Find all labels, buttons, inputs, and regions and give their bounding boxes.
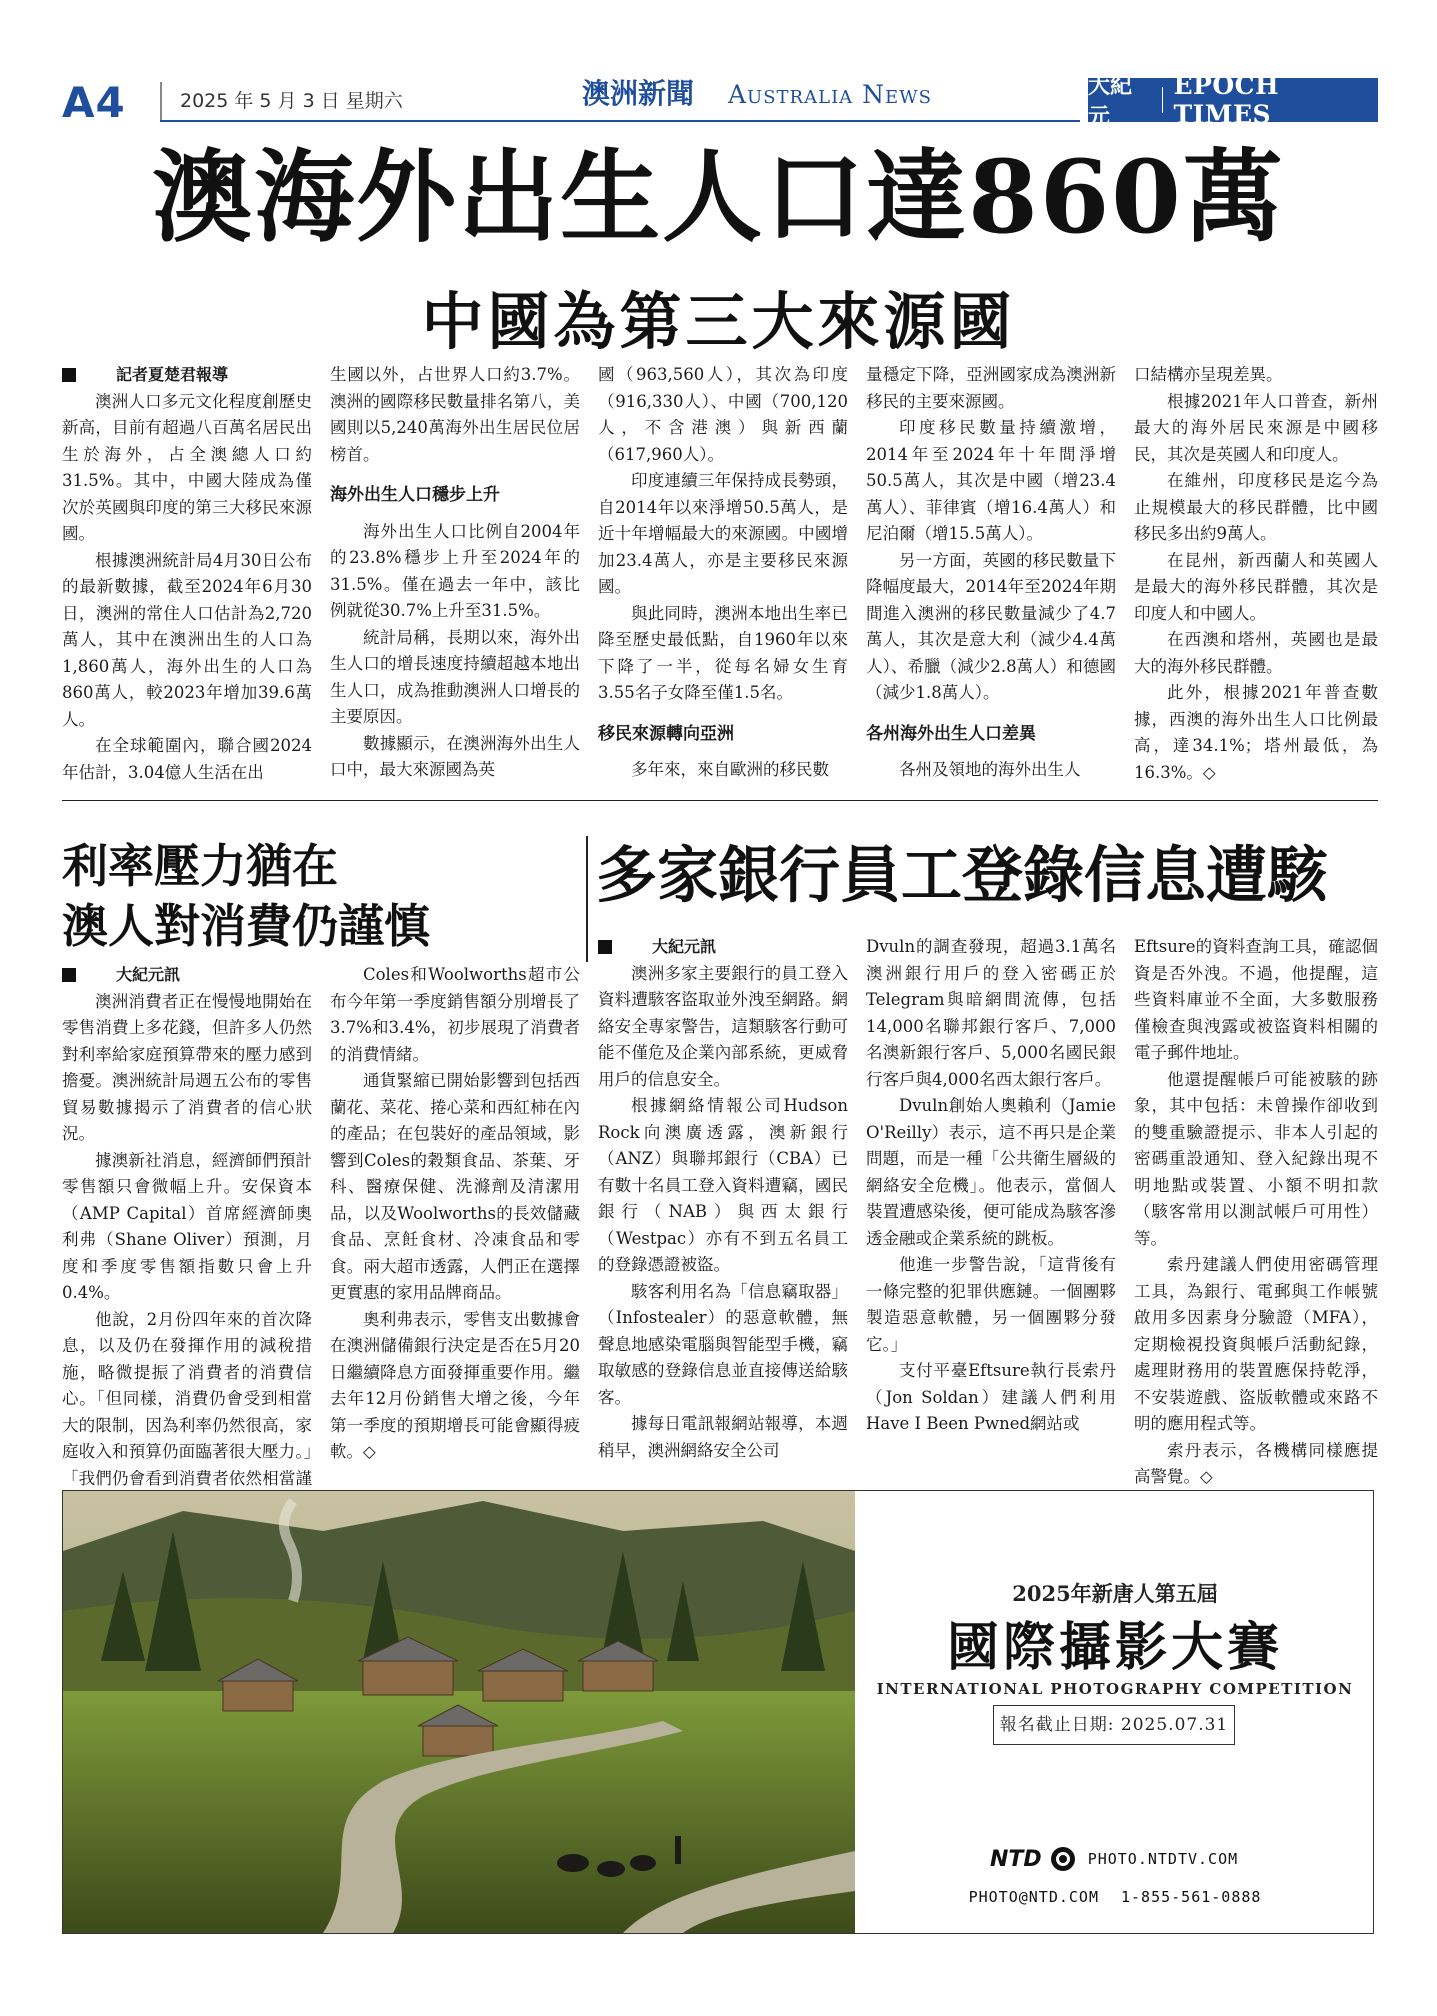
article-divider [586,836,588,962]
article1-column-2 [330,362,580,780]
article2-paragraph: 他說，2月份四年來的首次降息，以及仍在發揮作用的減稅措施，略微提振了消費者的消費信心。「但同樣，消費仍會受到相當大的限制，因為利率仍然很高，家庭收入和預算仍面臨著很大壓力。」「我們仍會看到消費者依然相當謹 [62,1309,312,1488]
article3-column-1 [598,934,848,1477]
brand-logo-cn: 大紀元 [1088,74,1133,130]
article3-paragraph: 澳洲多家主要銀行的員工登入資料遭駭客盜取並外洩至網路。網絡安全專家警告，這類駭客行動可能不僅危及企業內部系統，更威脅用戶的信息安全。 [598,963,848,1089]
byline-square-icon [62,368,76,382]
article2-column-1 [62,962,312,1488]
article2-byline: 大紀元訊 [62,962,312,989]
ad-contact [860,1888,1370,1906]
brand-logo-en: EPOCH TIMES [1173,71,1280,129]
brand-logo [1088,71,1378,130]
article1-paragraph: 口結構亦呈現差異。 [1134,365,1283,384]
masthead-divider [160,82,162,120]
article3-paragraph: 支付平臺Eftsure執行長索丹（Jon Soldan）建議人們利用Have I Been Pwned網站或 [866,1361,1116,1433]
article3-paragraph: 他還提醒帳戶可能被駭的跡象，其中包括：未曾操作卻收到的雙重驗證提示、非本人引起的密碼重設通知、登入紀錄出現不明地點或裝置、小額不明扣款（駭客常用以測試帳戶可用性）等。 [1134,1069,1378,1248]
article1-paragraph: 在全球範圍內，聯合國2024年估計，3.04億人生活在出 [62,736,312,782]
article1-paragraph: 在昆州，新西蘭人和英國人是最大的海外移民群體，其次是印度人和中國人。 [1134,550,1378,623]
article1-headline: 澳海外出生人口達860萬 [152,138,1285,256]
article1-column-3 [598,362,848,780]
article2-headline-line2: 澳人對消費仍謹慎 [62,899,430,953]
ntd-logo-row[interactable] [990,1846,1238,1872]
section-name: 澳洲新聞 [582,77,695,110]
article1-paragraph: 生國以外，占世界人口約3.7%。澳洲的國際移民數量排名第八，美國則以5,240萬海外出生居民位居榜首。 [330,365,580,464]
article1-paragraph: 根據2021年人口普查，新州最大的海外居民來源是中國移民，其次是英國人和印度人。 [1134,391,1378,464]
article2-paragraph: 奧利弗表示，零售支出數據會在澳洲儲備銀行決定是否在5月20日繼續降息方面發揮重要作用。繼去年12月份銷售大增之後，今年第一季度的預期增長可能會顯得疲軟。◇ [330,1309,580,1461]
article1-paragraph: 根據澳洲統計局4月30日公布的最新數據，截至2024年6月30日，澳洲的常住人口估計為2,720萬人，其中在澳洲出生的人口為1,860萬人，海外出生的人口為860萬人，較2023年增加39.6萬人。 [62,550,312,729]
ntd-logo-icon [1050,1846,1076,1872]
ad-website-link[interactable]: PHOTO.NTDTV.COM [1087,1850,1239,1868]
section-divider [62,800,1378,801]
article1-paragraph: 另一方面，英國的移民數量下降幅度最大，2014年至2024年期間進入澳洲的移民數量減少了4.7萬人，其次是意大利（減少4.4萬人）、希臘（減少2.8萬人）和德國（減少1.8萬人）。 [866,550,1116,702]
article1-subhead: 海外出生人口穩步上升 [330,485,500,505]
article1-column-1 [62,362,312,780]
article3-paragraph: Dvuln的調查發現，超過3.1萬名澳洲銀行用戶的登入密碼正於Telegram與暗網間流傳，包括14,000名聯邦銀行客戶、7,000名澳新銀行客戶、5,000名國民銀行客戶與4,000名西太銀行客戶。 [866,937,1116,1089]
article2-paragraph: 澳洲消費者正在慢慢地開始在零售消費上多花錢，但許多人仍然對利率給家庭預算帶來的壓力感到擔憂。澳洲統計局週五公布的零售貿易數據揭示了消費者的信心狀況。 [62,991,312,1143]
article3-paragraph: 據每日電訊報網站報導，本週稍早，澳洲網絡安全公司 [598,1414,848,1460]
article1-paragraph: 多年來，來自歐洲的移民數 [631,760,829,779]
article2-paragraph: Coles和Woolworths超市公布今年第一季度銷售額分別增長了3.7%和3.4%，初步展現了消費者的消費情緒。 [330,965,580,1064]
ad-deadline: 報名截止日期: 2025.07.31 [993,1705,1235,1745]
article1-paragraph: 印度連續三年保持成長勢頭，自2014年以來淨增50.5萬人，是近十年增幅最大的來源國。中國增加23.4萬人，亦是主要移民來源國。 [598,471,848,596]
article3-paragraph: 索丹表示，各機構同樣應提高警覺。◇ [1134,1440,1378,1486]
article1-subhead: 移民來源轉向亞洲 [598,723,734,744]
article1-paragraph: 各州及領地的海外出生人 [899,760,1081,779]
article3-paragraph: 索丹建議人們使用密碼管理工具，為銀行、電郵與工作帳號啟用多因素身分驗證（MFA），定期檢視投資與帳戶活動紀錄，處理財務用的裝置應保持乾淨，不安裝遊戲、盜版軟體或來路不明的應用程式等。 [1134,1255,1378,1433]
ad-title-en: INTERNATIONAL PHOTOGRAPHY COMPETITION [876,1680,1354,1698]
landscape-photo [63,1491,855,1933]
brand-logo-separator [1162,87,1164,113]
landscape-photo-illustration [63,1491,855,1933]
article3-headline: 多家銀行員工登錄信息遭駭 [596,840,1329,911]
article3-paragraph: 根據網絡情報公司Hudson Rock向澳廣透露，澳新銀行（ANZ）與聯邦銀行（CBA）已有數十名員工登入資料遭竊，國民銀行（NAB）與西太銀行（Westpac）亦有不到五名員工的登錄憑證被盜。 [598,1096,848,1274]
article2-column-2 [330,962,580,1477]
article1-paragraph: 此外，根據2021年普查數據，西澳的海外出生人口比例最高，達34.1%；塔州最低，為16.3%。◇ [1134,683,1378,782]
ad-email-link[interactable]: PHOTO@NTD.COM [968,1888,1099,1906]
article3-column-2 [866,934,1116,1477]
article3-byline: 大紀元訊 [598,934,848,961]
article1-paragraph: 與此同時，澳洲本地出生率已降至歷史最低點，自1960年以來下降了一半，從每名婦女生育3.55名子女降至僅1.5名。 [598,603,848,702]
article2-paragraph: 據澳新社消息，經濟師們預計零售額只會微幅上升。安保資本（AMP Capital）首席經濟師奧利弗（Shane Oliver）預測，月度和季度零售額指數只會上升0.4%。 [62,1150,312,1302]
article1-paragraph: 澳洲人口多元文化程度創歷史新高，目前有超過八百萬名居民出生於海外，占全澳總人口約31.5%。其中，中國大陸成為僅次於英國與印度的第三大移民來源國。 [62,391,312,543]
article3-paragraph: 駭客利用名為「信息竊取器」（Infostealer）的惡意軟體，無聲息地感染電腦與智能型手機，竊取敏感的登錄信息並直接傳送給駭客。 [598,1281,848,1407]
article3-paragraph: 他進一步警告說，「這背後有一條完整的犯罪供應鏈。一個團夥製造惡意軟體，另一個團夥分發它。」 [866,1255,1116,1354]
byline-square-icon [598,940,612,954]
article1-paragraph: 國（963,560人），其次為印度（916,330人）、中國（700,120人，不含港澳）與新西蘭（617,960人）。 [598,365,848,464]
article2-headline [62,836,582,956]
article2-headline-line1: 利率壓力猶在 [62,839,338,893]
ntd-logo-word: NTD [990,1846,1042,1872]
article1-paragraph: 印度移民數量持續激增，2014年至2024年十年間淨增50.5萬人，其次是中國（增23.4萬人）、菲律賓（增16.4萬人）和尼泊爾（增15.5萬人）。 [866,418,1116,543]
article1-subheadline: 中國為第三大來源國 [421,285,1016,358]
article1-paragraph: 海外出生人口比例自2004年的23.8%穩步上升至2024年的31.5%。僅在過去一年中，該比例就從30.7%上升至31.5%。 [330,521,580,620]
masthead-rule [160,120,1080,122]
section-name-en: Australia News [728,80,932,109]
page-number: A4 [62,78,126,127]
ad-title: 國際攝影大賽 [946,1617,1283,1678]
ad-kicker: 2025年新唐人第五屆 [1012,1581,1218,1606]
article1-subhead: 各州海外出生人口差異 [866,723,1036,744]
article1-paragraph: 量穩定下降，亞洲國家成為澳洲新移民的主要來源國。 [866,365,1116,411]
article1-paragraph: 統計局稱，長期以來，海外出生人口的增長速度持續超越本地出生人口，成為推動澳洲人口增長的主要原因。 [330,627,580,726]
article1-column-5 [1134,362,1378,780]
article1-byline: 記者夏楚君報導 [62,362,312,389]
article1-paragraph: 在西澳和塔州，英國也是最大的海外移民群體。 [1134,630,1378,676]
article3-paragraph: Eftsure的資料查詢工具，確認個資是否外洩。不過，他提醒，這些資料庫並不全面，大多數服務僅檢查與洩露或被盜資料相關的電子郵件地址。 [1134,937,1378,1062]
article1-paragraph: 在維州，印度移民是迄今為止規模最大的移民群體，比中國移民多出約9萬人。 [1134,471,1378,543]
article2-paragraph: 通貨緊縮已開始影響到包括西蘭花、菜花、捲心菜和西紅柿在內的產品；在包裝好的產品領域，影響到Coles的穀類食品、茶葉、牙科、醫療保健、洗滌劑及清潔用品，以及Woolworths的長效儲藏食品、烹飪食材、冷凍食品和零食。兩大超市透露，人們正在選擇更實惠的家用品牌商品。 [330,1071,580,1302]
issue-date: 2025 年 5 月 3 日 星期六 [180,90,403,112]
article3-column-3 [1134,934,1378,1486]
article1-paragraph: 數據顯示，在澳洲海外出生人口中，最大來源國為英 [330,733,580,779]
article3-paragraph: Dvuln創始人奧賴利（Jamie O'Reilly）表示，這不再只是企業問題，而是一種「公共衛生層級的網絡安全危機」。他表示，當個人裝置遭感染後，便可能成為駭客滲透金融或企業系統的跳板。 [866,1096,1116,1248]
article1-column-4 [866,362,1116,780]
byline-square-icon [62,968,76,982]
ad-phone[interactable]: 1-855-561-0888 [1120,1888,1262,1906]
